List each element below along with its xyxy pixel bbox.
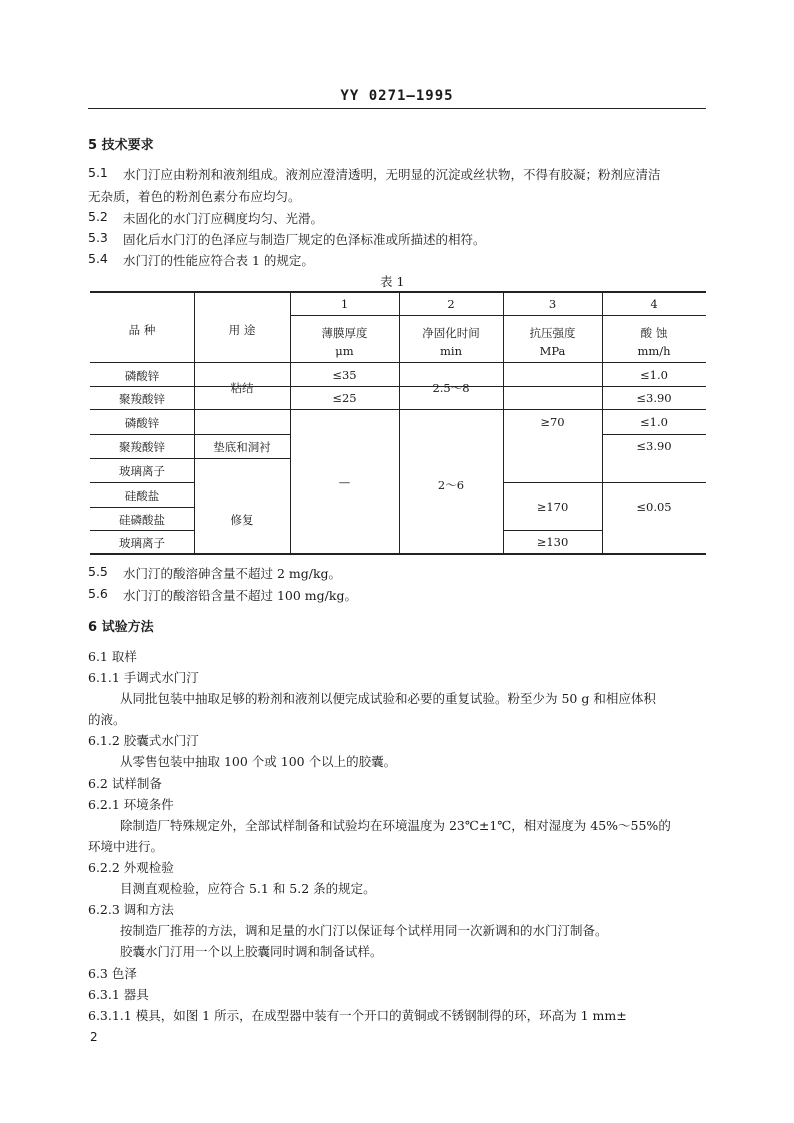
header-rule [88, 108, 706, 109]
clause-6-2-heading: 6.2 试样制备 [88, 776, 162, 791]
film-thickness-dash: — [338, 475, 351, 489]
acid-erosion-value: ≤3.90 [636, 439, 672, 453]
clause-5-2-text: 未固化的水门汀应稠度均匀、光滑。 [123, 211, 324, 226]
film-thickness-value: ≤35 [332, 368, 357, 382]
header-compressive-strength: 抗压强度 [529, 326, 576, 340]
section-5-title: 5 技术要求 [88, 138, 154, 153]
variety-cell: 硅酸盐 [124, 489, 160, 503]
standard-number: YY 0271—1995 [340, 88, 454, 104]
clause-6-1-2-heading: 6.1.2 胶囊式水门汀 [88, 733, 199, 748]
header-setting-unit: min [440, 344, 462, 358]
variety-cell: 聚羧酸锌 [119, 440, 165, 454]
variety-cell: 聚羧酸锌 [119, 392, 165, 406]
film-thickness-value: ≤25 [332, 391, 357, 405]
header-setting-time: 净固化时间 [422, 326, 480, 340]
clause-6-1-2-text: 从零售包装中抽取 100 个或 100 个以上的胶囊。 [120, 754, 397, 769]
compressive-strength-value: ≥130 [536, 535, 569, 549]
section-6-title: 6 试验方法 [88, 620, 154, 635]
variety-cell: 玻璃离子 [119, 464, 165, 478]
clause-6-1-1-heading: 6.1.1 手调式水门汀 [88, 670, 199, 685]
acid-erosion-value: ≤1.0 [640, 415, 668, 429]
use-bonding: 粘结 [230, 381, 254, 395]
header-film-unit: μm [335, 344, 354, 358]
header-film-thickness: 薄膜厚度 [321, 326, 368, 340]
clause-6-2-3-text-2: 胶囊水门汀用一个以上胶囊同时调和制备试样。 [120, 944, 383, 959]
clause-6-3-heading: 6.3 色泽 [88, 966, 137, 981]
clause-6-1-1-text-cont: 的液。 [88, 712, 126, 727]
clause-6-3-1-1-text: 6.3.1.1 模具，如图 1 所示，在成型器中装有一个开口的黄铜或不锈钢制得的环，环高为 1 mm± [88, 1008, 627, 1023]
clause-5-1-number: 5.1 [88, 165, 108, 180]
variety-cell: 玻璃离子 [119, 536, 165, 550]
variety-cell: 磷酸锌 [124, 369, 160, 383]
clause-5-5-number: 5.5 [88, 564, 108, 579]
col-num-4: 4 [650, 297, 658, 311]
clause-5-1-text: 水门汀应由粉剂和液剂组成。液剂应澄清透明，无明显的沉淀或丝状物，不得有胶凝；粉剂应清洁 [123, 167, 661, 182]
acid-erosion-value: ≤3.90 [636, 391, 672, 405]
use-base-lining: 垫底和洞衬 [213, 440, 271, 454]
acid-erosion-value: ≤1.0 [640, 368, 668, 382]
clause-5-3-number: 5.3 [88, 230, 108, 245]
clause-6-1-1-text: 从同批包装中抽取足够的粉剂和液剂以便完成试验和必要的重复试验。粉至少为 50 g 和相应体积 [120, 691, 656, 706]
clause-5-6-text: 水门汀的酸溶铅含量不超过 100 mg/kg。 [123, 588, 357, 603]
performance-table [90, 291, 706, 554]
clause-5-1-text-cont: 无杂质，着色的粉剂色素分布应均匀。 [88, 189, 301, 204]
acid-erosion-value: ≤0.05 [636, 500, 672, 514]
clause-6-2-1-text: 除制造厂特殊规定外，全部试样制备和试验均在环境温度为 23℃±1℃，相对湿度为 45%～55%的 [120, 818, 671, 833]
col-num-3: 3 [548, 297, 557, 311]
clause-5-2-number: 5.2 [88, 209, 108, 224]
clause-6-2-3-heading: 6.2.3 调和方法 [88, 902, 174, 917]
col-num-1: 1 [340, 297, 349, 311]
variety-cell: 磷酸锌 [124, 416, 160, 430]
clause-5-3-text: 固化后水门汀的色泽应与制造厂规定的色泽标准或所描述的相符。 [123, 232, 486, 247]
clause-5-4-number: 5.4 [88, 251, 108, 266]
col-num-2: 2 [447, 297, 455, 311]
table-caption: 表 1 [380, 274, 405, 289]
use-restoration: 修复 [230, 513, 254, 527]
compressive-strength-value: ≥70 [540, 415, 565, 429]
clause-6-2-1-text-cont: 环境中进行。 [88, 839, 164, 854]
clause-6-2-3-text: 按制造厂推荐的方法，调和足量的水门汀以保证每个试样用同一次新调和的水门汀制备。 [120, 923, 608, 938]
header-use: 用 途 [228, 323, 256, 337]
clause-6-2-1-heading: 6.2.1 环境条件 [88, 797, 174, 812]
header-acid-unit: mm/h [637, 344, 671, 358]
clause-6-3-1-heading: 6.3.1 器具 [88, 987, 149, 1002]
clause-5-4-text: 水门汀的性能应符合表 1 的规定。 [123, 253, 314, 268]
clause-5-5-text: 水门汀的酸溶砷含量不超过 2 mg/kg。 [123, 566, 342, 581]
clause-6-1-heading: 6.1 取样 [88, 649, 137, 664]
setting-time-value: 2～6 [437, 478, 465, 492]
setting-time-value: 2.5～8 [432, 381, 470, 395]
compressive-strength-value: ≥170 [536, 500, 569, 514]
header-variety: 品 种 [128, 323, 156, 337]
clause-6-2-2-text: 目测直观检验，应符合 5.1 和 5.2 条的规定。 [120, 881, 376, 896]
header-acid-erosion: 酸 蚀 [640, 326, 668, 340]
header-compressive-unit: MPa [539, 344, 566, 358]
clause-5-6-number: 5.6 [88, 586, 108, 601]
clause-6-2-2-heading: 6.2.2 外观检验 [88, 860, 174, 875]
variety-cell: 硅磷酸盐 [119, 513, 165, 527]
page-number: 2 [90, 1030, 98, 1044]
